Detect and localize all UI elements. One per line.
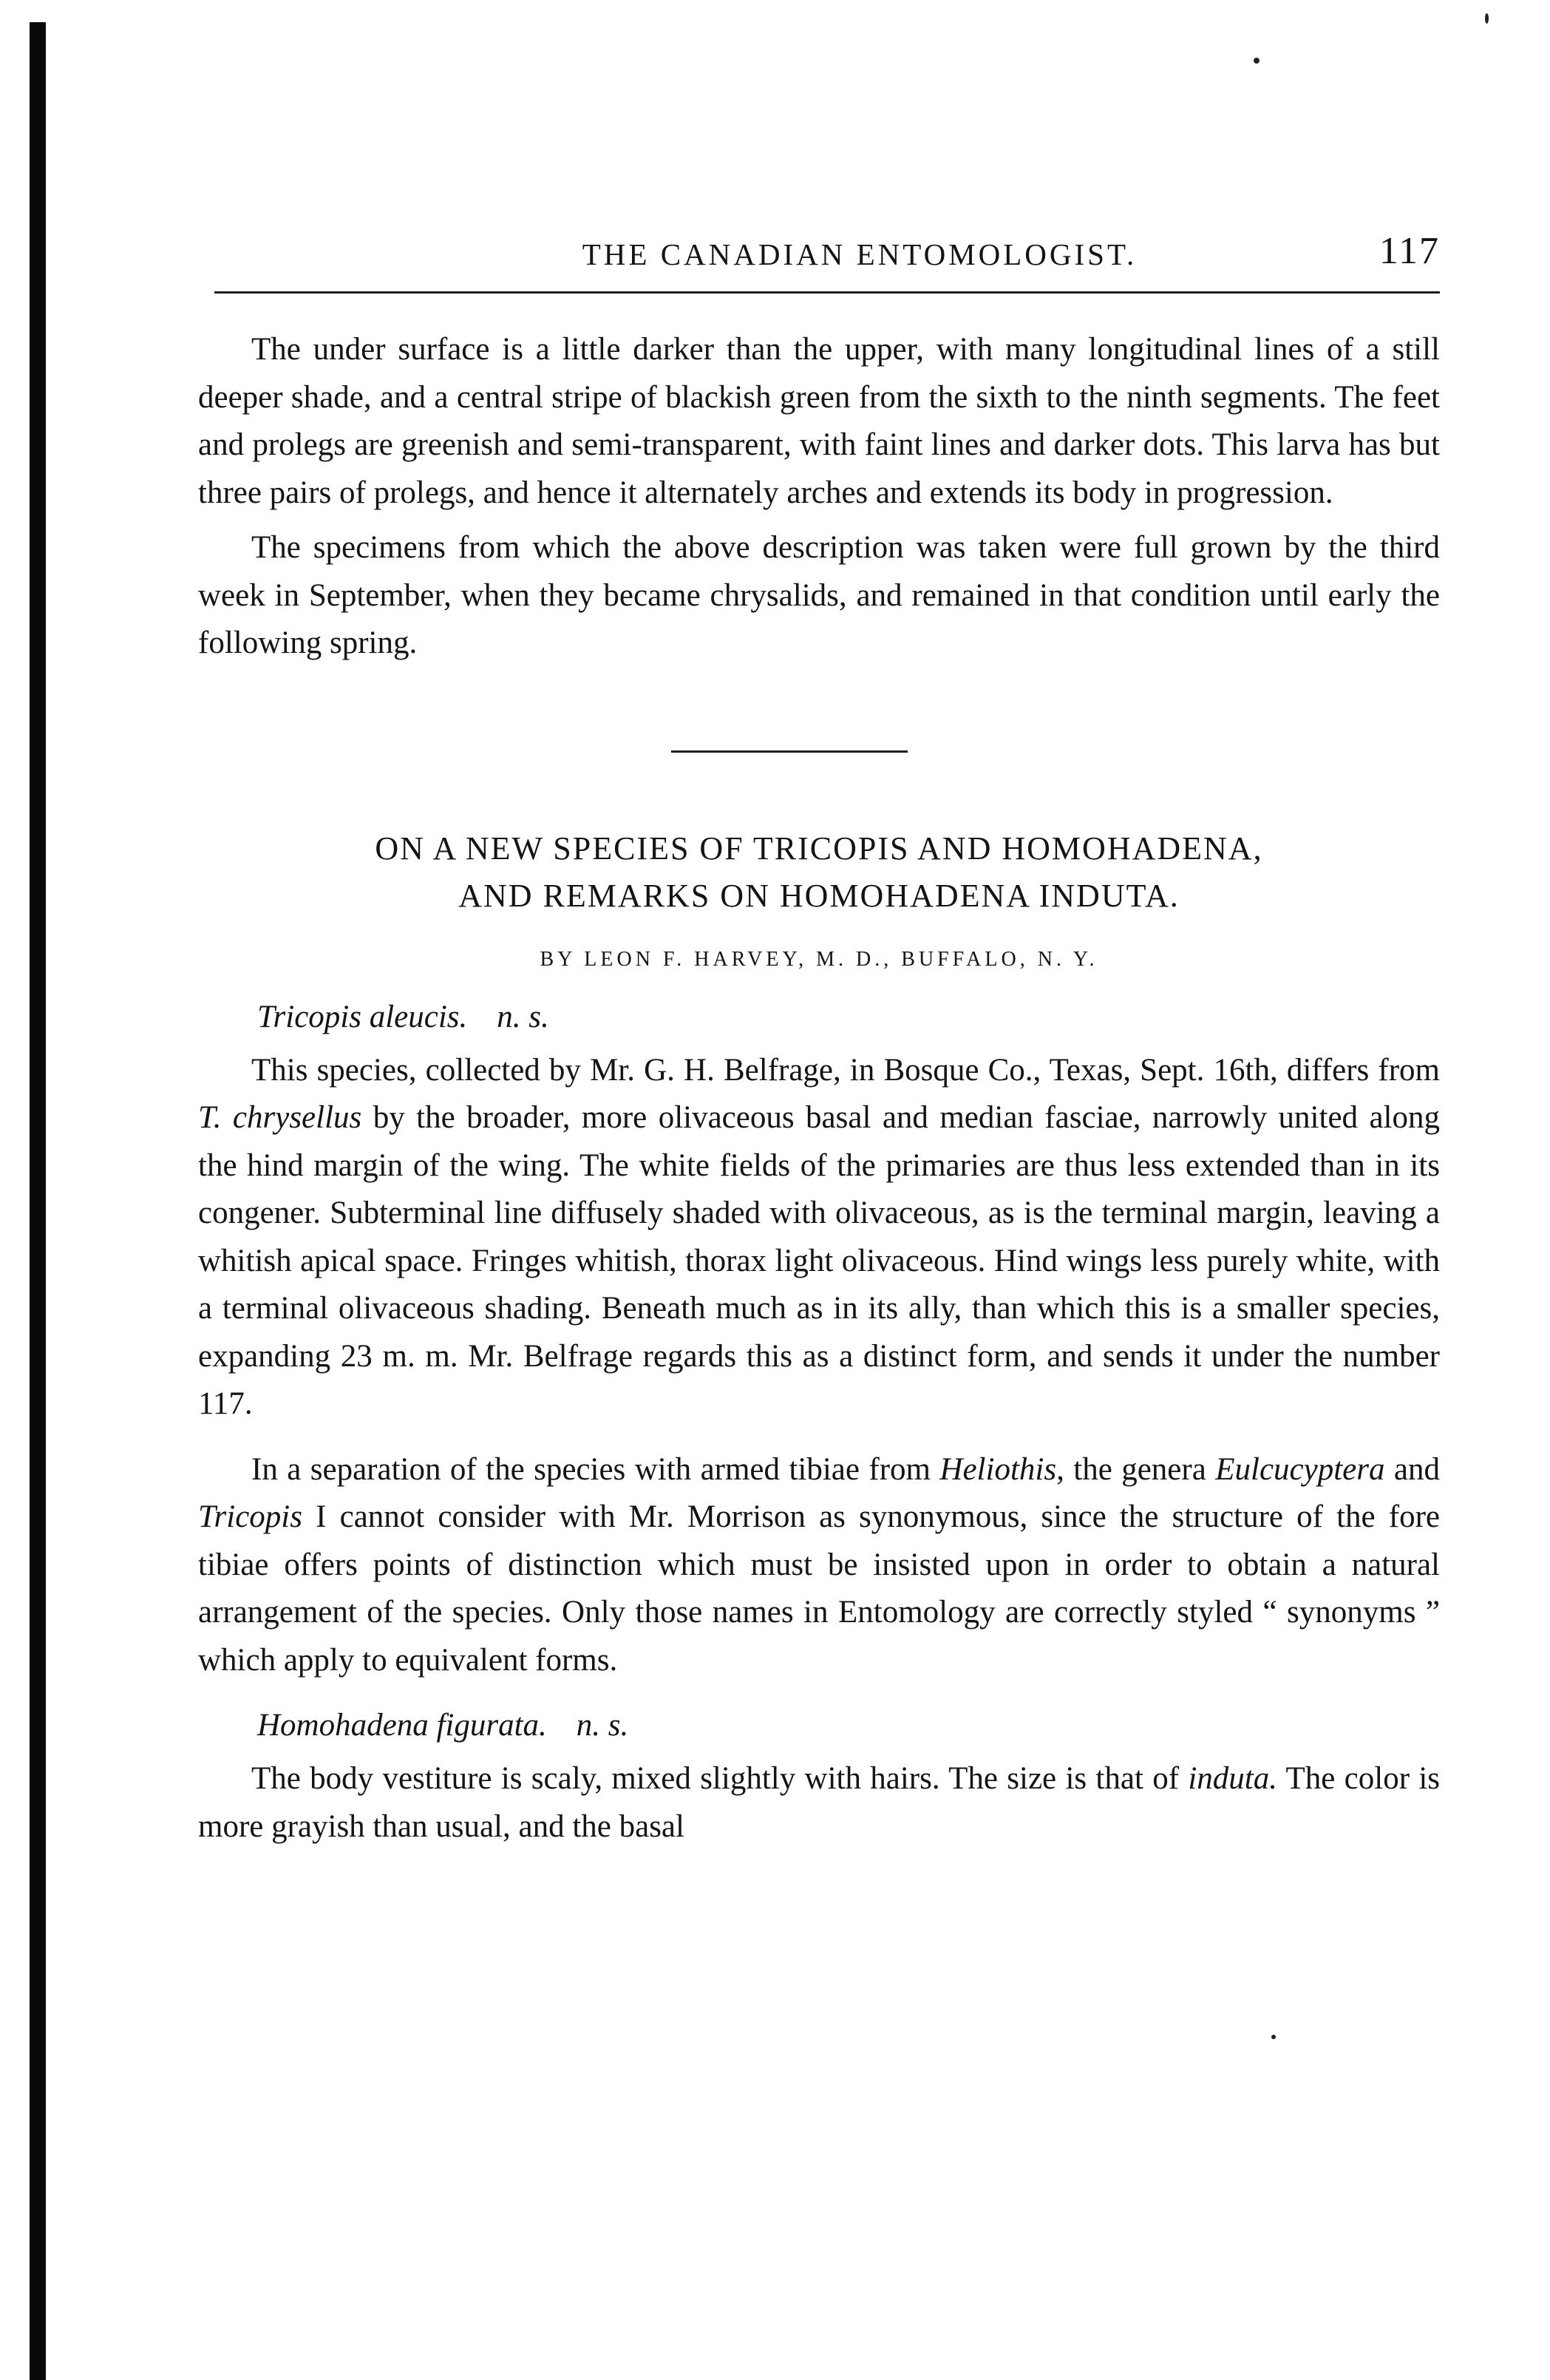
species-reference: induta. [1188, 1761, 1277, 1796]
article-title-line: ON A NEW SPECIES OF TRICOPIS AND HOMOHADENA, [375, 830, 1263, 867]
genus-reference: Heliothis [939, 1451, 1057, 1487]
species-reference: T. chrysellus [198, 1100, 362, 1135]
text-run: The body vestiture is scaly, mixed slightly with hairs. The size is that of [251, 1761, 1189, 1796]
article-title [198, 825, 1440, 920]
running-head [198, 222, 1440, 281]
page-binding-edge [30, 22, 46, 2380]
scan-speck [1485, 13, 1489, 24]
text-run: In a separation of the species with armed tibiae from [251, 1451, 940, 1487]
text-run: , the genera [1056, 1451, 1216, 1487]
page-number: 117 [1379, 230, 1440, 272]
section-divider [671, 750, 908, 753]
header-rule [214, 291, 1440, 294]
journal-title: THE CANADIAN ENTOMOLOGIST. [582, 237, 1138, 271]
text-run: and [1384, 1451, 1440, 1487]
new-species-tag: n. s. [576, 1708, 629, 1743]
scan-speck [1254, 58, 1260, 64]
text-run: by the broader, more olivaceous basal and median fasciae, narrowly united along the hind margin of the wing. The white fields of the primaries are thus less extended than in its congener. Subterminal line diffusely shaded with olivaceous, as is the terminal margin, leaving a whitish apical space. Fringes whitish, thorax light olivaceous. Hind wings less purely white, with a terminal olivaceous shading. Beneath much as in its ally, than which this is a smaller species, expanding 23 m. m. Mr. Belfrage regards this as a distinct form, and sends it under the number 117. [198, 1100, 1441, 1421]
genus-reference: Eulcucyptera [1215, 1451, 1385, 1487]
species-heading [257, 1702, 1440, 1749]
genus-reference: Tricopis [198, 1499, 302, 1534]
species-name: Homohadena figurata. [257, 1708, 547, 1743]
body-paragraph [198, 1047, 1440, 1428]
species-heading [257, 994, 1440, 1041]
body-paragraph: The under surface is a little darker than the upper, with many longitudinal lines of a still deeper shade, and a central stripe of blackish green from the sixth to the ninth segments. The feet and prolegs are greenish and semi-transparent, with faint lines and darker dots. This larva has but three pairs of prolegs, and hence it alternately arches and extends its body in progression. [198, 332, 1440, 510]
page-content [198, 222, 1440, 1851]
new-species-tag: n. s. [497, 999, 549, 1034]
species-name: Tricopis aleucis. [257, 999, 468, 1034]
body-paragraph [198, 1446, 1440, 1685]
body-paragraph: The specimens from which the above description was taken were full grown by the third week in September, when they became chrysalids, and remained in that condition until early the following spring. [198, 530, 1440, 660]
text-run: The color is more grayish than usual, and the basal [198, 1761, 1440, 1844]
text-run: I cannot consider with Mr. Morrison as synonymous, since the structure of the fore tibiae offers points of distinction which must be insisted upon in order to obtain a natural arrangement of the species. Only those names in Entomology are correctly styled “ synonyms ” which apply to equivalent forms. [198, 1499, 1440, 1678]
scan-speck [1271, 2035, 1276, 2039]
body-paragraph [198, 1755, 1440, 1851]
text-run: This species, collected by Mr. G. H. Belfrage, in Bosque Co., Texas, Sept. 16th, differs from [251, 1052, 1440, 1088]
article-byline: BY LEON F. HARVEY, M. D., BUFFALO, N. Y. [540, 947, 1098, 971]
article-title-line: AND REMARKS ON HOMOHADENA INDUTA. [458, 877, 1180, 914]
